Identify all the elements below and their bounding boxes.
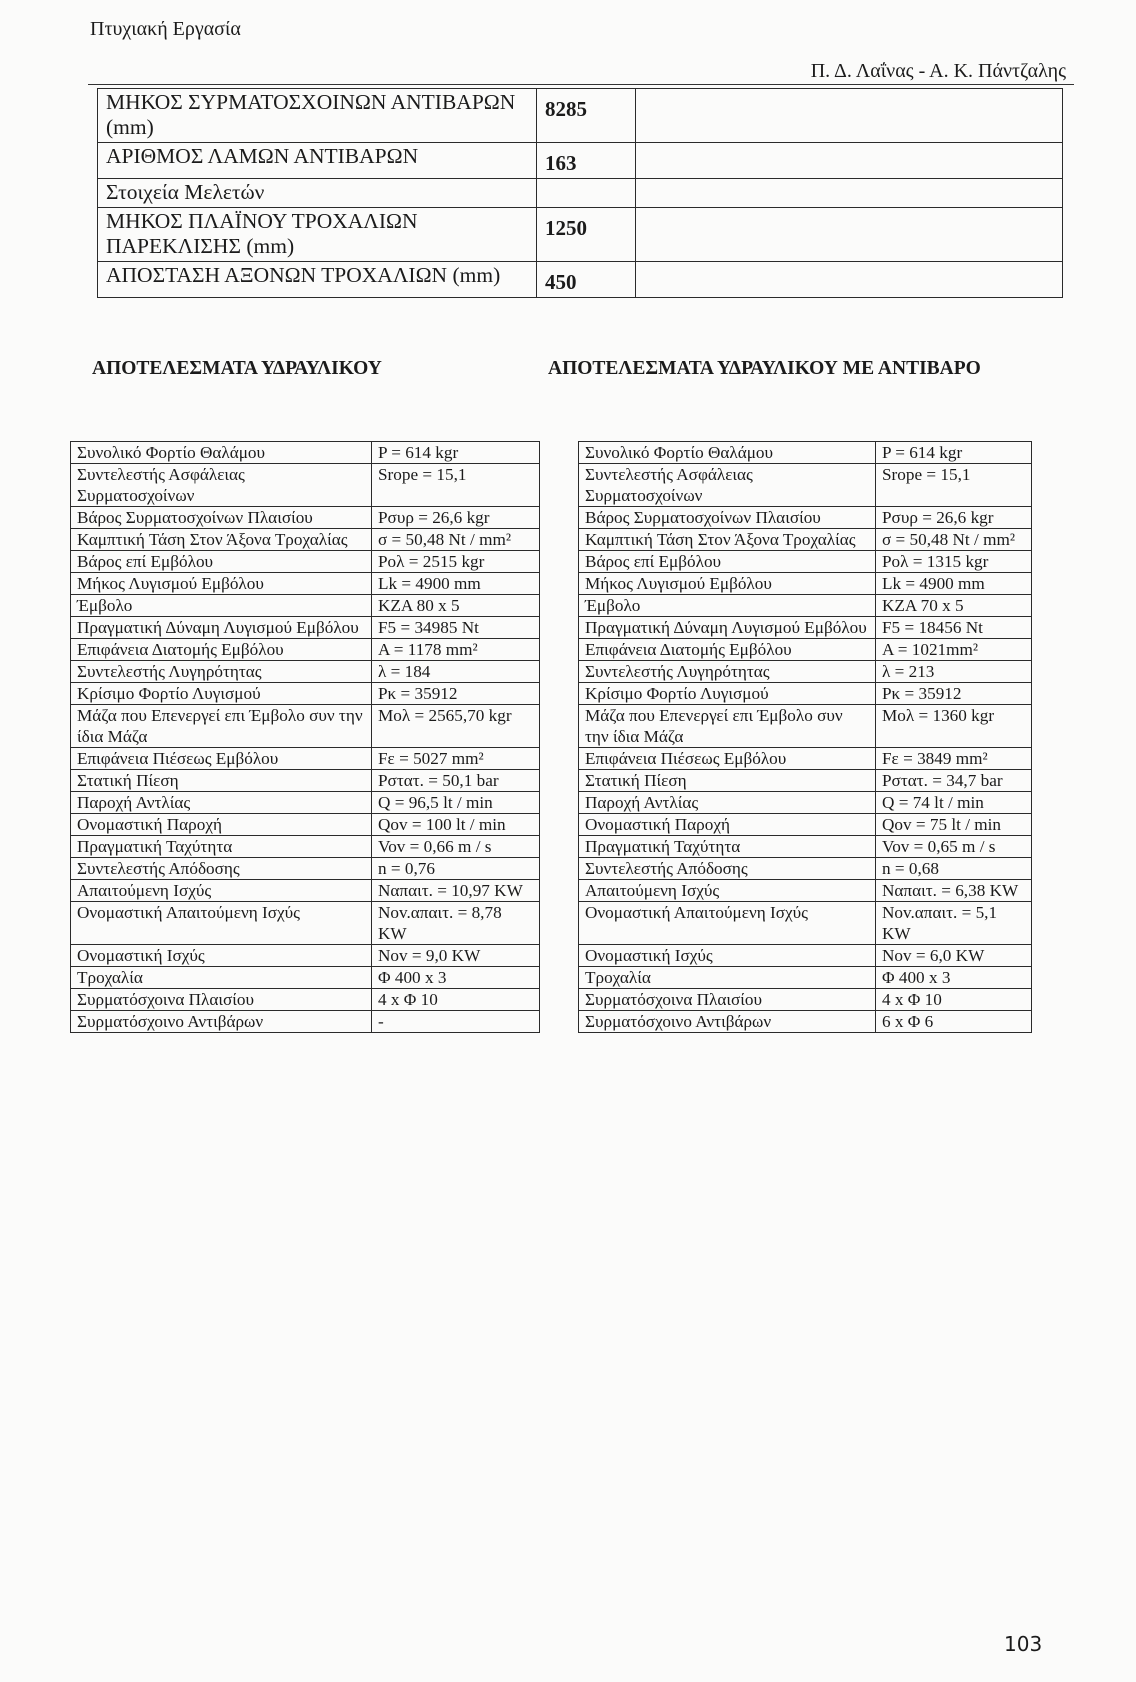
spec-value: 8285 (537, 89, 636, 143)
result-label: Μάζα που Επενεργεί επι Έμβολο συν την ίδια Μάζα (579, 705, 876, 748)
result-value: Ρσυρ = 26,6 kgr (372, 507, 540, 529)
result-value: Ρστατ. = 34,7 bar (876, 770, 1032, 792)
result-label: Τροχαλία (71, 967, 372, 989)
result-value: Μολ = 1360 kgr (876, 705, 1032, 748)
result-row (71, 1011, 540, 1033)
result-row (71, 902, 540, 945)
result-label: Επιφάνεια Διατομής Εμβόλου (71, 639, 372, 661)
result-label: Επιφάνεια Πιέσεως Εμβόλου (71, 748, 372, 770)
header-document-title: Πτυχιακή Εργασία (90, 18, 241, 40)
result-value: Vov = 0,66 m / s (372, 836, 540, 858)
result-label: Μήκος Λυγισμού Εμβόλου (71, 573, 372, 595)
result-row (579, 902, 1032, 945)
result-label: Πραγματική Ταχύτητα (579, 836, 876, 858)
spec-empty-cell (636, 143, 1063, 179)
result-row (71, 551, 540, 573)
result-row (71, 792, 540, 814)
result-row (71, 858, 540, 880)
result-label: Συρματόσχοινα Πλαισίου (579, 989, 876, 1011)
result-label: Στατική Πίεση (71, 770, 372, 792)
result-row (71, 507, 540, 529)
result-label: Ονομαστική Ισχύς (71, 945, 372, 967)
result-value: σ = 50,48 Nt / mm² (876, 529, 1032, 551)
spec-label: ΜΗΚΟΣ ΠΛΑΪΝΟΥ ΤΡΟΧΑΛΙΩΝ ΠΑΡΕΚΛΙΣΗΣ (mm) (98, 208, 537, 262)
result-label: Επιφάνεια Πιέσεως Εμβόλου (579, 748, 876, 770)
result-value: KZA 70 x 5 (876, 595, 1032, 617)
spec-value: 163 (537, 143, 636, 179)
result-value: Ρολ = 1315 kgr (876, 551, 1032, 573)
result-row (71, 529, 540, 551)
result-row (71, 748, 540, 770)
result-value: P = 614 kgr (372, 442, 540, 464)
spec-label: Στοιχεία Μελετών (98, 179, 537, 208)
results-table-hydraulic (70, 441, 540, 1033)
result-value: - (372, 1011, 540, 1033)
specs-row (98, 179, 1063, 208)
result-value: A = 1021mm² (876, 639, 1032, 661)
result-row (579, 551, 1032, 573)
result-label: Ονομαστική Παροχή (71, 814, 372, 836)
result-label: Ονομαστική Ισχύς (579, 945, 876, 967)
result-label: Μήκος Λυγισμού Εμβόλου (579, 573, 876, 595)
result-value: Vov = 0,65 m / s (876, 836, 1032, 858)
result-row (71, 617, 540, 639)
result-row (579, 442, 1032, 464)
page-number: 103 (1004, 1632, 1043, 1656)
result-value: σ = 50,48 Nt / mm² (372, 529, 540, 551)
result-value: KZA 80 x 5 (372, 595, 540, 617)
result-row (71, 442, 540, 464)
result-label: Βάρος Συρματοσχοίνων Πλαισίου (579, 507, 876, 529)
spec-value: 1250 (537, 208, 636, 262)
specs-row (98, 262, 1063, 298)
spec-empty-cell (636, 179, 1063, 208)
result-row (71, 683, 540, 705)
result-label: Συντελεστής Λυγηρότητας (579, 661, 876, 683)
result-value: Ρολ = 2515 kgr (372, 551, 540, 573)
result-row (71, 573, 540, 595)
result-label: Παροχή Αντλίας (579, 792, 876, 814)
result-row (579, 858, 1032, 880)
result-row (579, 705, 1032, 748)
result-value: Nov = 6,0 KW (876, 945, 1032, 967)
result-row (579, 507, 1032, 529)
result-value: Lk = 4900 mm (876, 573, 1032, 595)
result-row (71, 595, 540, 617)
result-label: Συνολικό Φορτίο Θαλάμου (579, 442, 876, 464)
section-title-hydraulic-counterweight: ΑΠΟΤΕΛΕΣΜΑΤΑ ΥΔΡΑΥΛΙΚΟΥ ΜΕ ΑΝΤΙΒΑΡΟ (548, 358, 981, 379)
result-label: Συνολικό Φορτίο Θαλάμου (71, 442, 372, 464)
result-label: Συντελεστής Λυγηρότητας (71, 661, 372, 683)
result-value: Nov.απαιτ. = 5,1 KW (876, 902, 1032, 945)
result-value: Φ 400 x 3 (372, 967, 540, 989)
result-row (579, 967, 1032, 989)
result-value: n = 0,76 (372, 858, 540, 880)
specs-row (98, 143, 1063, 179)
result-row (579, 617, 1032, 639)
result-label: Έμβολο (579, 595, 876, 617)
result-value: Ρστατ. = 50,1 bar (372, 770, 540, 792)
result-label: Απαιτούμενη Ισχύς (71, 880, 372, 902)
result-label: Συντελεστής Απόδοσης (579, 858, 876, 880)
result-label: Κρίσιμο Φορτίο Λυγισμού (71, 683, 372, 705)
result-row (579, 595, 1032, 617)
spec-empty-cell (636, 208, 1063, 262)
result-label: Παροχή Αντλίας (71, 792, 372, 814)
result-label: Συντελεστής Ασφάλειας Συρματοσχοίνων (579, 464, 876, 507)
result-label: Έμβολο (71, 595, 372, 617)
result-row (579, 683, 1032, 705)
header-authors: Π. Δ. Λαΐνας - Α. Κ. Πάντζαλης (810, 60, 1066, 82)
header-divider (88, 84, 1074, 85)
result-value: 6 x Φ 6 (876, 1011, 1032, 1033)
spec-label: ΜΗΚΟΣ ΣΥΡΜΑΤΟΣΧΟΙΝΩΝ ΑΝΤΙΒΑΡΩΝ (mm) (98, 89, 537, 143)
result-row (579, 464, 1032, 507)
page-header (0, 0, 1136, 92)
section-title-hydraulic: ΑΠΟΤΕΛΕΣΜΑΤΑ ΥΔΡΑΥΛΙΚΟΥ (92, 358, 382, 379)
result-value: Ναπαιτ. = 10,97 KW (372, 880, 540, 902)
spec-label: ΑΠΟΣΤΑΣΗ ΑΞΟΝΩΝ ΤΡΟΧΑΛΙΩΝ (mm) (98, 262, 537, 298)
result-value: F5 = 18456 Nt (876, 617, 1032, 639)
result-row (71, 661, 540, 683)
result-value: Μολ = 2565,70 kgr (372, 705, 540, 748)
result-value: Ρκ = 35912 (372, 683, 540, 705)
result-row (579, 836, 1032, 858)
result-value: Ναπαιτ. = 6,38 KW (876, 880, 1032, 902)
result-label: Συντελεστής Απόδοσης (71, 858, 372, 880)
results-table-body (579, 442, 1032, 1033)
result-value: n = 0,68 (876, 858, 1032, 880)
result-row (579, 880, 1032, 902)
result-label: Βάρος Συρματοσχοίνων Πλαισίου (71, 507, 372, 529)
result-row (579, 748, 1032, 770)
result-row (579, 573, 1032, 595)
result-row (579, 989, 1032, 1011)
result-value: Srope = 15,1 (372, 464, 540, 507)
result-value: Nov.απαιτ. = 8,78 KW (372, 902, 540, 945)
result-value: Qov = 75 lt / min (876, 814, 1032, 836)
result-value: Q = 96,5 lt / min (372, 792, 540, 814)
result-label: Ονομαστική Απαιτούμενη Ισχύς (71, 902, 372, 945)
result-label: Συρματόσχοινο Αντιβάρων (71, 1011, 372, 1033)
result-label: Ονομαστική Απαιτούμενη Ισχύς (579, 902, 876, 945)
result-row (579, 770, 1032, 792)
result-row (579, 792, 1032, 814)
result-label: Μάζα που Επενεργεί επι Έμβολο συν την ίδια Μάζα (71, 705, 372, 748)
result-value: Srope = 15,1 (876, 464, 1032, 507)
result-value: 4 x Φ 10 (876, 989, 1032, 1011)
result-row (71, 880, 540, 902)
result-value: F5 = 34985 Nt (372, 617, 540, 639)
result-row (71, 770, 540, 792)
result-value: A = 1178 mm² (372, 639, 540, 661)
result-value: 4 x Φ 10 (372, 989, 540, 1011)
result-label: Συντελεστής Ασφάλειας Συρματοσχοίνων (71, 464, 372, 507)
result-label: Καμπτική Τάση Στον Άξονα Τροχαλίας (579, 529, 876, 551)
specs-row (98, 89, 1063, 143)
result-label: Συρματόσχοινα Πλαισίου (71, 989, 372, 1011)
result-row (71, 464, 540, 507)
spec-value (537, 179, 636, 208)
spec-value: 450 (537, 262, 636, 298)
result-value: Lk = 4900 mm (372, 573, 540, 595)
result-value: Fε = 3849 mm² (876, 748, 1032, 770)
result-row (71, 945, 540, 967)
result-value: Ρσυρ = 26,6 kgr (876, 507, 1032, 529)
result-label: Απαιτούμενη Ισχύς (579, 880, 876, 902)
result-row (71, 705, 540, 748)
spec-label: ΑΡΙΘΜΟΣ ΛΑΜΩΝ ΑΝΤΙΒΑΡΩΝ (98, 143, 537, 179)
result-value: Fε = 5027 mm² (372, 748, 540, 770)
result-label: Συρματόσχοινο Αντιβάρων (579, 1011, 876, 1033)
result-row (579, 661, 1032, 683)
result-label: Επιφάνεια Διατομής Εμβόλου (579, 639, 876, 661)
result-label: Πραγματική Δύναμη Λυγισμού Εμβόλου (579, 617, 876, 639)
specs-row (98, 208, 1063, 262)
result-row (579, 529, 1032, 551)
spec-empty-cell (636, 89, 1063, 143)
result-row (579, 1011, 1032, 1033)
result-value: Ρκ = 35912 (876, 683, 1032, 705)
result-row (71, 967, 540, 989)
result-value: Qov = 100 lt / min (372, 814, 540, 836)
result-row (579, 814, 1032, 836)
result-value: Q = 74 lt / min (876, 792, 1032, 814)
result-row (71, 989, 540, 1011)
result-row (71, 639, 540, 661)
result-value: P = 614 kgr (876, 442, 1032, 464)
results-table-hydraulic-counterweight (578, 441, 1032, 1033)
result-value: Nov = 9,0 KW (372, 945, 540, 967)
result-value: Φ 400 x 3 (876, 967, 1032, 989)
result-row (579, 639, 1032, 661)
result-label: Βάρος επί Εμβόλου (71, 551, 372, 573)
result-label: Κρίσιμο Φορτίο Λυγισμού (579, 683, 876, 705)
result-value: λ = 184 (372, 661, 540, 683)
result-row (579, 945, 1032, 967)
result-label: Καμπτική Τάση Στον Άξονα Τροχαλίας (71, 529, 372, 551)
result-label: Τροχαλία (579, 967, 876, 989)
result-row (71, 814, 540, 836)
result-label: Βάρος επί Εμβόλου (579, 551, 876, 573)
spec-empty-cell (636, 262, 1063, 298)
result-row (71, 836, 540, 858)
result-label: Πραγματική Ταχύτητα (71, 836, 372, 858)
result-label: Ονομαστική Παροχή (579, 814, 876, 836)
results-table-body (71, 442, 540, 1033)
specs-table (97, 88, 1063, 298)
result-label: Στατική Πίεση (579, 770, 876, 792)
result-label: Πραγματική Δύναμη Λυγισμού Εμβόλου (71, 617, 372, 639)
result-value: λ = 213 (876, 661, 1032, 683)
